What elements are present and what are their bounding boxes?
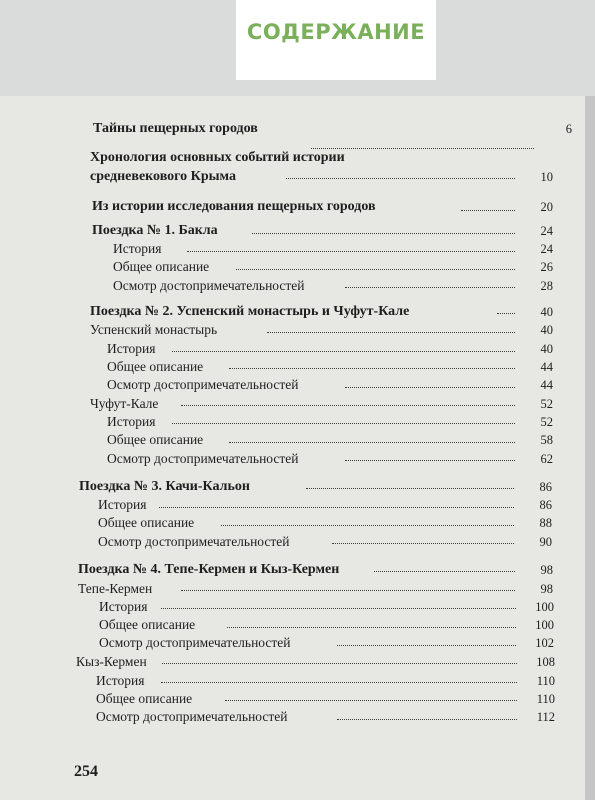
dot-leader bbox=[229, 442, 515, 443]
dot-leader bbox=[229, 368, 515, 369]
toc-entry bbox=[0, 321, 595, 339]
dot-leader bbox=[332, 543, 514, 544]
dot-leader bbox=[337, 719, 517, 720]
toc-entry-title: Тепе-Кермен bbox=[78, 581, 153, 596]
toc-entry-page: 44 bbox=[540, 360, 553, 374]
toc-entry-page: 108 bbox=[536, 655, 555, 669]
dot-leader bbox=[161, 608, 516, 609]
toc-entry-page: 28 bbox=[540, 279, 553, 293]
toc-entry bbox=[0, 120, 595, 138]
toc-entry-page: 86 bbox=[539, 498, 552, 512]
toc-entry-title: Общее описание bbox=[99, 617, 196, 632]
toc-entry bbox=[0, 222, 595, 240]
toc-entry bbox=[0, 431, 595, 449]
toc-entry-page: 40 bbox=[540, 323, 553, 337]
dot-leader bbox=[497, 313, 515, 314]
toc-entry-title: История bbox=[107, 341, 156, 356]
toc-entry-page: 10 bbox=[540, 170, 553, 184]
toc-entry bbox=[0, 496, 595, 514]
toc-entry-page: 52 bbox=[540, 397, 553, 411]
dot-leader bbox=[172, 423, 515, 424]
toc-entry bbox=[0, 149, 595, 167]
toc-entry-title: Поездка № 2. Успенский монастырь и Чуфут-Кале bbox=[90, 304, 410, 319]
toc-entry-page: 100 bbox=[535, 600, 554, 614]
toc-entry-title: Осмотр достопримечательностей bbox=[99, 635, 291, 650]
toc-entry bbox=[0, 358, 595, 376]
toc-entry-title: Осмотр достопримечательностей bbox=[107, 377, 299, 392]
toc-entry-page: 102 bbox=[535, 636, 554, 650]
toc-entry-title: средневекового Крыма bbox=[90, 169, 236, 184]
dot-leader bbox=[236, 269, 515, 270]
toc-entry bbox=[0, 653, 595, 671]
toc-entry bbox=[0, 533, 595, 551]
toc-entry-title: История bbox=[96, 673, 145, 688]
toc-entry bbox=[0, 514, 595, 532]
toc-entry-page: 26 bbox=[540, 260, 553, 274]
toc-entry bbox=[0, 580, 595, 598]
toc-entry bbox=[0, 340, 595, 358]
toc-entry bbox=[0, 616, 595, 634]
toc-entry bbox=[0, 277, 595, 295]
toc-entry bbox=[0, 240, 595, 258]
toc-entry-page: 20 bbox=[540, 200, 553, 214]
toc-entry bbox=[0, 478, 595, 496]
dot-leader bbox=[267, 332, 515, 333]
toc-entry-title: История bbox=[98, 497, 147, 512]
toc-entry-page: 58 bbox=[540, 433, 553, 447]
page-number: 254 bbox=[74, 763, 98, 780]
toc-entry-title: История bbox=[99, 599, 148, 614]
toc-entry-page: 24 bbox=[540, 242, 553, 256]
toc-entry-page: 90 bbox=[539, 535, 552, 549]
dot-leader bbox=[161, 682, 517, 683]
toc-entry-title: Осмотр достопримечательностей bbox=[113, 278, 305, 293]
toc-entry-title: Чуфут-Кале bbox=[90, 396, 159, 411]
toc-entry-title: Поездка № 1. Бакла bbox=[92, 223, 218, 238]
toc-entry-title: Общее описание bbox=[98, 515, 195, 530]
dot-leader bbox=[181, 590, 515, 591]
toc-entry bbox=[0, 561, 595, 579]
toc-entry-title: Тайны пещерных городов bbox=[93, 121, 258, 136]
dot-leader bbox=[345, 460, 515, 461]
dot-leader bbox=[461, 210, 515, 211]
toc-entry-title: История bbox=[113, 241, 162, 256]
toc-entry-page: 112 bbox=[536, 710, 555, 724]
toc-entry-page: 110 bbox=[536, 674, 555, 688]
toc-entry-page: 110 bbox=[536, 692, 555, 706]
toc-entry-page: 62 bbox=[540, 452, 553, 466]
toc-entry bbox=[0, 598, 595, 616]
toc-entry-page: 100 bbox=[535, 618, 554, 632]
toc-entry-title: Поездка № 3. Качи-Кальон bbox=[79, 479, 250, 494]
toc-entry-page: 86 bbox=[539, 480, 552, 494]
dot-leader bbox=[187, 251, 515, 252]
toc-entry-page: 6 bbox=[565, 122, 572, 136]
dot-leader bbox=[221, 525, 514, 526]
dot-leader bbox=[225, 700, 517, 701]
dot-leader bbox=[172, 351, 515, 352]
toc-entry bbox=[0, 413, 595, 431]
toc-entry-page: 88 bbox=[539, 516, 552, 530]
toc-entry-page: 98 bbox=[540, 582, 553, 596]
toc-entry bbox=[0, 634, 595, 652]
toc-entry-title: Кыз-Кермен bbox=[76, 654, 147, 669]
toc-entry-title: Осмотр достопримечательностей bbox=[107, 451, 299, 466]
toc-entry-title: Общее описание bbox=[107, 359, 204, 374]
toc-entry-page: 98 bbox=[540, 563, 553, 577]
toc-entry bbox=[0, 708, 595, 726]
dot-leader bbox=[181, 405, 515, 406]
toc-entry bbox=[0, 395, 595, 413]
dot-leader bbox=[345, 387, 515, 388]
toc-entry-page: 52 bbox=[540, 415, 553, 429]
toc-entry-title: Хронология основных событий истории bbox=[90, 150, 345, 165]
toc-entry-title: Поездка № 4. Тепе-Кермен и Кыз-Кермен bbox=[78, 562, 340, 577]
toc-entry bbox=[0, 258, 595, 276]
toc-entry bbox=[0, 168, 595, 186]
dot-leader bbox=[159, 507, 514, 508]
toc-entry-title: Из истории исследования пещерных городов bbox=[92, 199, 376, 214]
dot-leader bbox=[337, 645, 516, 646]
toc-entry-title: История bbox=[107, 414, 156, 429]
toc-entry bbox=[0, 376, 595, 394]
toc-entry-page: 44 bbox=[540, 378, 553, 392]
page-title: СОДЕРЖАНИЕ bbox=[246, 20, 426, 44]
dot-leader bbox=[345, 287, 515, 288]
toc-entry bbox=[0, 198, 595, 216]
toc-entry-page: 24 bbox=[540, 224, 553, 238]
dot-leader bbox=[162, 663, 517, 664]
toc-entry-title: Успенский монастырь bbox=[90, 322, 218, 337]
toc-entry bbox=[0, 303, 595, 321]
dot-leader bbox=[286, 178, 515, 179]
dot-leader bbox=[306, 488, 514, 489]
toc-entry-page: 40 bbox=[540, 342, 553, 356]
toc-entry-title: Общее описание bbox=[96, 691, 193, 706]
dot-leader bbox=[374, 571, 515, 572]
dot-leader bbox=[252, 233, 515, 234]
toc-entry bbox=[0, 450, 595, 468]
toc-entry-page: 40 bbox=[540, 305, 553, 319]
toc-entry bbox=[0, 690, 595, 708]
toc-entry-title: Осмотр достопримечательностей bbox=[96, 709, 288, 724]
toc-entry bbox=[0, 672, 595, 690]
toc-entry-title: Осмотр достопримечательностей bbox=[98, 534, 290, 549]
toc-entry-title: Общее описание bbox=[113, 259, 210, 274]
dot-leader bbox=[227, 627, 516, 628]
toc-entry-title: Общее описание bbox=[107, 432, 204, 447]
